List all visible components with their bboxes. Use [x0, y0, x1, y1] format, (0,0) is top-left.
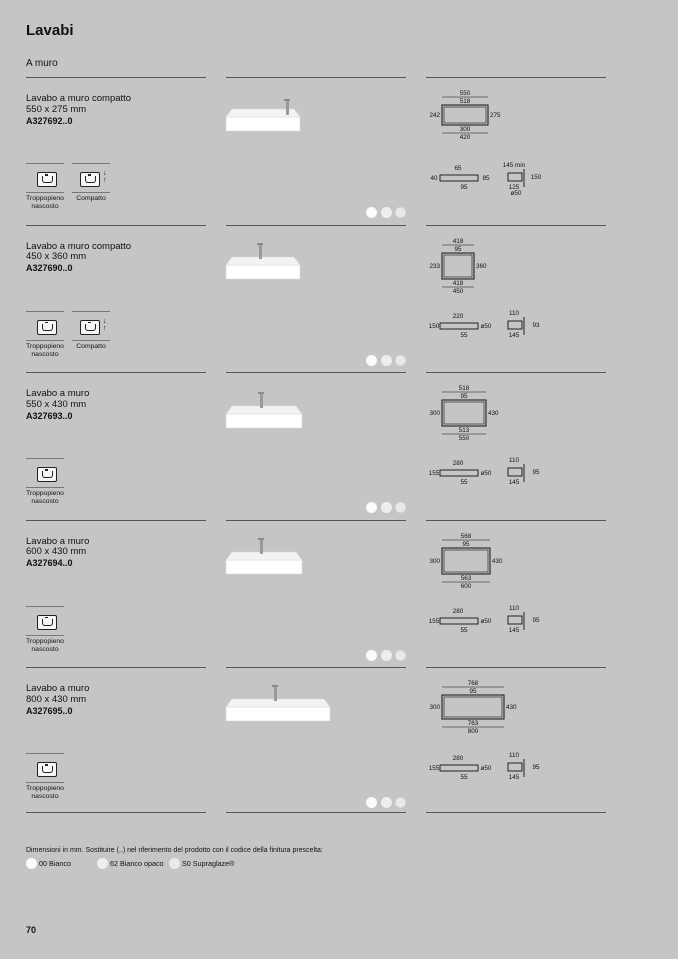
dim-label: 95: [532, 616, 540, 624]
dim-label: 110: [508, 604, 520, 612]
finish-label: 62 Bianco opaco: [110, 859, 164, 868]
product-name: Lavabo a muro: [26, 683, 90, 694]
product-code: A327693..0: [26, 410, 73, 421]
dim-label: 563: [460, 574, 472, 582]
side-outline: [440, 175, 478, 181]
finish-swatch[interactable]: [381, 502, 392, 513]
feature-rule: [26, 340, 64, 341]
row-divider: [26, 520, 206, 521]
dim-label: ø50: [480, 322, 492, 330]
dim-label: 95: [460, 184, 468, 191]
overflow-icon: [37, 467, 57, 482]
basin-shape: [42, 471, 53, 478]
tap-spout: [284, 99, 290, 101]
bowl-outline: [444, 697, 502, 717]
row-divider: [26, 225, 206, 226]
feature-rule: [72, 311, 110, 312]
row-divider: [426, 77, 606, 78]
overflow-icon: [37, 320, 57, 335]
product-name: Lavabo a muro: [26, 388, 90, 399]
dim-label: 275: [490, 112, 501, 119]
feature-rule: [26, 487, 64, 488]
finish-swatch[interactable]: [366, 355, 377, 366]
bowl-outline: [444, 107, 486, 123]
product-photo: [222, 532, 342, 602]
feature-rule: [26, 163, 64, 164]
page-number: 70: [26, 925, 37, 935]
side-outline-small: [508, 616, 522, 624]
basin-outline: [442, 105, 488, 125]
dim-label: 300: [429, 410, 440, 417]
dim-label: 768: [467, 680, 479, 687]
dim-label: 300: [459, 126, 471, 133]
feature-rule: [26, 458, 64, 459]
overflow-icon: [37, 762, 57, 777]
compact-icon: [80, 170, 107, 187]
side-outline-small: [508, 468, 522, 476]
bowl-outline: [444, 550, 488, 572]
row-divider: [226, 372, 406, 373]
finish-swatch[interactable]: [381, 650, 392, 661]
feature-label-compact: Compatto: [76, 195, 106, 202]
side-outline-small: [508, 321, 522, 329]
feature-label-overflow: Troppopieno nascosto: [26, 637, 64, 653]
row-divider: [226, 520, 406, 521]
row-divider: [226, 667, 406, 668]
tap-spout: [272, 685, 278, 687]
product-size: 550 x 275 mm: [26, 103, 87, 115]
top-view-drawing: [426, 534, 536, 604]
basin-top: [226, 406, 302, 414]
basin-shape: [42, 766, 53, 773]
dim-label: 300: [429, 704, 440, 711]
dim-label: 242: [429, 112, 440, 119]
dim-label: 110: [508, 457, 520, 464]
feature-label-overflow: Troppopieno nascosto: [26, 195, 64, 210]
feature-rule: [26, 635, 64, 636]
tap-spout: [258, 392, 264, 394]
dim-label: ø50: [480, 765, 492, 772]
product-name: Lavabo a muro compatto: [26, 93, 132, 104]
compact-icon: [80, 317, 107, 335]
feature-label-overflow: Troppopieno nascosto: [26, 342, 64, 358]
feature-rule: [26, 311, 64, 312]
dim-label: 550: [458, 435, 470, 442]
basin-outline: [442, 253, 474, 279]
dim-label: 518: [458, 385, 470, 392]
dim-label: 280: [452, 607, 464, 615]
dim-label: 55: [460, 774, 468, 781]
dim-label: 145 min: [502, 162, 526, 169]
product-photo: [222, 237, 342, 307]
dim-label: 150: [428, 322, 440, 330]
dim-label: 95: [532, 469, 540, 476]
basin-outline: [442, 400, 486, 426]
basin-top: [226, 699, 330, 707]
finish-swatch: [26, 858, 37, 869]
product-size: 450 x 360 mm: [26, 251, 87, 262]
basin-top: [226, 552, 302, 560]
dim-label: 518: [459, 98, 471, 105]
row-divider: [426, 520, 606, 521]
finish-swatch[interactable]: [381, 207, 392, 218]
row-divider: [226, 225, 406, 226]
dim-label: 40: [430, 175, 438, 182]
finish-label: 00 Bianco: [39, 859, 71, 868]
dim-label: ø50: [480, 470, 492, 477]
basin-outline: [442, 695, 504, 719]
tap: [259, 243, 262, 259]
dim-label: 550: [459, 90, 471, 97]
dim-label: 95: [454, 245, 462, 253]
tap: [260, 392, 263, 408]
dim-label: 110: [508, 752, 520, 759]
tap: [274, 685, 277, 701]
finish-swatch[interactable]: [366, 650, 377, 661]
feature-label-overflow: Troppopieno nascosto: [26, 785, 64, 800]
product-name: Lavabo a muro: [26, 535, 90, 547]
basin-top: [226, 257, 300, 265]
dim-label: 430: [506, 704, 517, 711]
dim-label: 145: [508, 331, 520, 339]
finish-swatch[interactable]: [366, 207, 377, 218]
dim-label: 155: [428, 470, 440, 477]
tap-spout: [258, 538, 264, 540]
row-divider: [26, 372, 206, 373]
dim-label: 418: [452, 237, 464, 245]
finish-swatch[interactable]: [395, 650, 406, 661]
dim-label: 125: [508, 184, 520, 191]
dim-label: 420: [459, 134, 471, 141]
row-divider: [426, 667, 606, 668]
finish-swatch[interactable]: [395, 502, 406, 513]
dim-label: 280: [452, 460, 464, 467]
overflow-slot: [45, 469, 48, 471]
feature-label-compact: Compatto: [76, 342, 106, 350]
side-view-drawing: [424, 751, 564, 791]
dim-label: 95: [469, 688, 477, 695]
product-code: A327694..0: [26, 558, 73, 568]
feature-rule: [72, 192, 110, 193]
feature-rule: [26, 192, 64, 193]
finish-swatch[interactable]: [381, 355, 392, 366]
overflow-slot: [88, 322, 91, 324]
basin-shape: [85, 324, 96, 331]
dim-label: 145: [508, 479, 520, 486]
basin-front: [226, 414, 302, 428]
overflow-icon: [37, 172, 57, 187]
side-view-drawing: [424, 309, 564, 349]
finish-swatch[interactable]: [395, 797, 406, 808]
row-divider: [26, 667, 206, 668]
side-outline: [440, 470, 478, 476]
product-size: 800 x 430 mm: [26, 693, 87, 705]
feature-label-overflow: Troppopieno nascosto: [26, 490, 64, 505]
finish-swatch[interactable]: [381, 797, 392, 808]
dim-label: 150: [530, 174, 542, 181]
feature-rule: [26, 753, 64, 754]
tap: [260, 538, 263, 554]
dim-label: 155: [428, 617, 440, 625]
dim-label: 155: [428, 765, 440, 772]
basin-shape: [42, 176, 53, 183]
bowl-outline: [444, 255, 472, 277]
dim-label: 55: [460, 331, 468, 339]
side-outline-small: [508, 173, 522, 181]
product-size: 600 x 430 mm: [26, 546, 87, 557]
product-name: Lavabo a muro compatto: [26, 240, 132, 252]
side-view-drawing: [424, 456, 564, 496]
row-divider: [226, 812, 406, 813]
page-title: Lavabi: [26, 22, 74, 39]
tap: [286, 99, 289, 115]
dim-label: 55: [460, 479, 468, 486]
finish-swatch[interactable]: [395, 207, 406, 218]
dim-label: 360: [476, 262, 487, 270]
dim-label: 93: [532, 321, 540, 329]
dim-label: 568: [460, 532, 472, 540]
dim-label: 430: [488, 410, 499, 417]
feature-rule: [72, 163, 110, 164]
side-view-drawing: [424, 604, 564, 644]
finish-swatch: [97, 858, 108, 869]
side-outline: [440, 618, 478, 624]
arrows-icon: ↓ ↑: [103, 317, 107, 332]
basin-shape: [42, 324, 53, 331]
dim-label: 280: [452, 755, 464, 762]
dim-label: 513: [458, 427, 470, 434]
row-divider: [426, 372, 606, 373]
basin-front: [226, 117, 300, 131]
top-view-drawing: [426, 91, 536, 161]
dim-label: 800: [467, 728, 479, 735]
finish-label: S0 Supraglaze®: [182, 859, 235, 868]
feature-rule: [26, 782, 64, 783]
overflow-slot: [88, 174, 91, 176]
tap-spout: [257, 243, 263, 245]
dim-label: 600: [460, 582, 472, 590]
dim-label: 220: [452, 312, 464, 320]
dim-label: 95: [532, 764, 540, 771]
feature-rule: [26, 606, 64, 607]
finish-swatch[interactable]: [395, 355, 406, 366]
product-photo: [222, 89, 342, 159]
product-code: A327692..0: [26, 115, 73, 126]
section-title: A muro: [26, 58, 58, 69]
top-view-drawing: [426, 239, 536, 309]
basin-shape: [85, 176, 96, 183]
side-view-drawing: [424, 161, 564, 201]
dim-label: 145: [508, 626, 520, 634]
dim-label: 233: [429, 262, 440, 270]
feature-rule: [72, 340, 110, 341]
basin-shape: [42, 619, 53, 626]
overflow-slot: [45, 617, 48, 619]
overflow-icon: [37, 615, 57, 630]
dim-label: 300: [429, 557, 440, 565]
top-view-drawing: [426, 681, 536, 751]
finish-swatch: [169, 858, 180, 869]
dim-label: 763: [467, 720, 479, 727]
product-code: A327695..0: [26, 705, 73, 716]
basin-front: [226, 265, 300, 279]
basin-outline: [442, 548, 490, 574]
dim-label: 65: [454, 165, 462, 172]
dim-label: 450: [452, 287, 464, 295]
side-outline-small: [508, 763, 522, 771]
finish-swatch[interactable]: [366, 502, 377, 513]
dim-label: 95: [462, 540, 470, 548]
finish-note: Dimensioni in mm. Sostituire (..) nel riferimento del prodotto con il codice della finitura prescelta:: [26, 847, 323, 854]
side-outline: [440, 765, 478, 771]
basin-front: [226, 560, 302, 574]
row-divider: [26, 77, 206, 78]
row-divider: [26, 812, 206, 813]
row-divider: [426, 225, 606, 226]
dim-label: ø50: [510, 190, 522, 197]
product-size: 550 x 430 mm: [26, 398, 87, 410]
overflow-slot: [45, 764, 48, 766]
bowl-outline: [444, 402, 484, 424]
row-divider: [226, 77, 406, 78]
overflow-slot: [45, 174, 48, 176]
overflow-slot: [45, 322, 48, 324]
dim-label: 418: [452, 279, 464, 287]
product-code: A327690..0: [26, 263, 73, 273]
finish-swatch[interactable]: [366, 797, 377, 808]
product-photo: [222, 679, 342, 749]
dim-label: 430: [492, 557, 503, 565]
basin-front: [226, 707, 330, 721]
dim-label: 110: [508, 309, 520, 317]
side-outline: [440, 323, 478, 329]
arrows-icon: ↓ ↑: [103, 170, 107, 184]
top-view-drawing: [426, 386, 536, 456]
dim-label: 85: [482, 175, 490, 182]
dim-label: ø50: [480, 617, 492, 625]
row-divider: [426, 812, 606, 813]
product-photo: [222, 384, 342, 454]
dim-label: 55: [460, 626, 468, 634]
dim-label: 145: [508, 774, 520, 781]
dim-label: 95: [460, 393, 468, 400]
